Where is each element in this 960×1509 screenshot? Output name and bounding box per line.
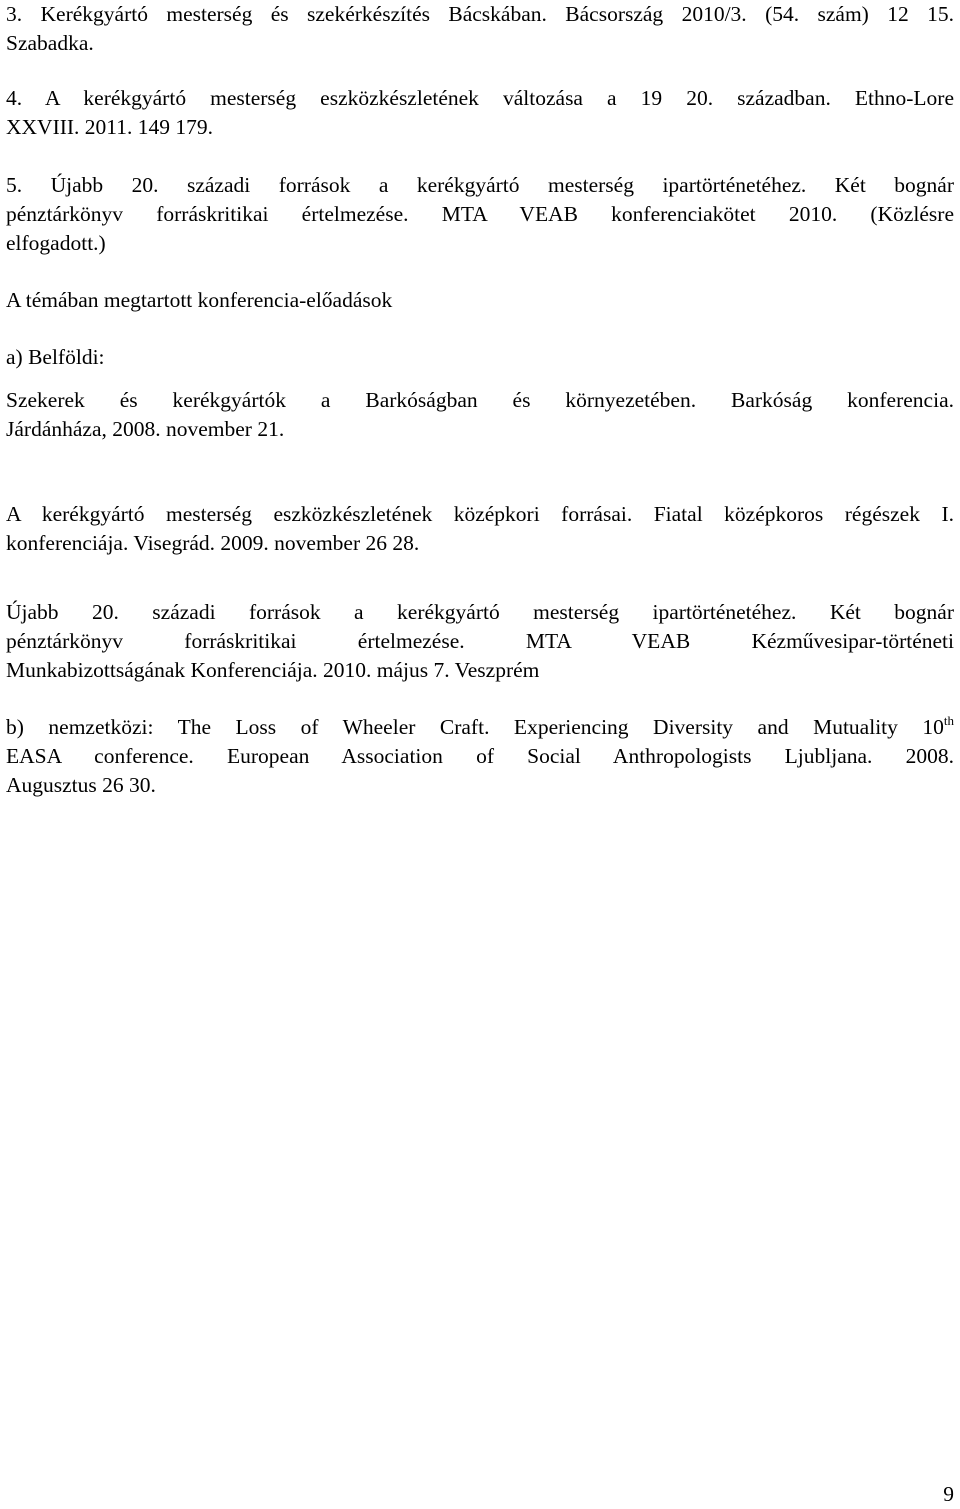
publication-entry-5 xyxy=(6,171,954,258)
entry-line: 5. Újabb 20. századi források a kerékgyártó mesterség ipartörténetéhez. Két bognár xyxy=(6,173,954,197)
entry-line: XXVIII. 2011. 149 179. xyxy=(6,115,214,139)
talk-line: A kerékgyártó mesterség eszközkészletének középkori forrásai. Fiatal középkoros régészek I. xyxy=(6,502,954,526)
talk-line: pénztárkönyv forráskritikai értelmezése. MTA VEAB Kézművesipar-történeti xyxy=(6,629,954,653)
ordinal-suffix: th xyxy=(943,713,954,728)
talk-line-text: b) nemzetközi: The Loss of Wheeler Craft. Experiencing Diversity and Mutuality 10 xyxy=(6,715,944,739)
page-number: 9 xyxy=(943,1482,954,1506)
talk-line: Augusztus 26 30. xyxy=(6,773,156,797)
section-heading: A témában megtartott konferencia-előadások xyxy=(6,288,393,312)
domestic-heading: a) Belföldi: xyxy=(6,345,105,369)
conference-talk-2 xyxy=(6,500,954,558)
conference-talk-1 xyxy=(6,386,954,444)
talk-line: Járdánháza, 2008. november 21. xyxy=(6,417,285,441)
entry-line: Szabadka. xyxy=(6,31,94,55)
talk-line: Újabb 20. századi források a kerékgyártó mesterség ipartörténetéhez. Két bognár xyxy=(6,600,954,624)
entry-line: elfogadott.) xyxy=(6,231,106,255)
talk-line: Szekerek és kerékgyártók a Barkóságban és környezetében. Barkóság konferencia. xyxy=(6,388,954,412)
talk-line: Munkabizottságának Konferenciája. 2010. május 7. Veszprém xyxy=(6,658,540,682)
international-talk xyxy=(6,713,954,800)
conference-talk-3 xyxy=(6,598,954,685)
entry-line: pénztárkönyv forráskritikai értelmezése. MTA VEAB konferenciakötet 2010. (Közlésre xyxy=(6,202,954,226)
entry-line: 3. Kerékgyártó mesterség és szekérkészítés Bácskában. Bácsország 2010/3. (54. szám) 12 15. xyxy=(6,2,954,26)
entry-line: 4. A kerékgyártó mesterség eszközkészletének változása a 19 20. században. Ethno-Lore xyxy=(6,86,954,110)
publication-entry-4 xyxy=(6,84,954,142)
publication-entry-3 xyxy=(6,0,954,58)
talk-line xyxy=(6,713,954,742)
talk-line: EASA conference. European Association of Social Anthropologists Ljubljana. 2008. xyxy=(6,744,954,768)
talk-line: konferenciája. Visegrád. 2009. november 26 28. xyxy=(6,531,420,555)
